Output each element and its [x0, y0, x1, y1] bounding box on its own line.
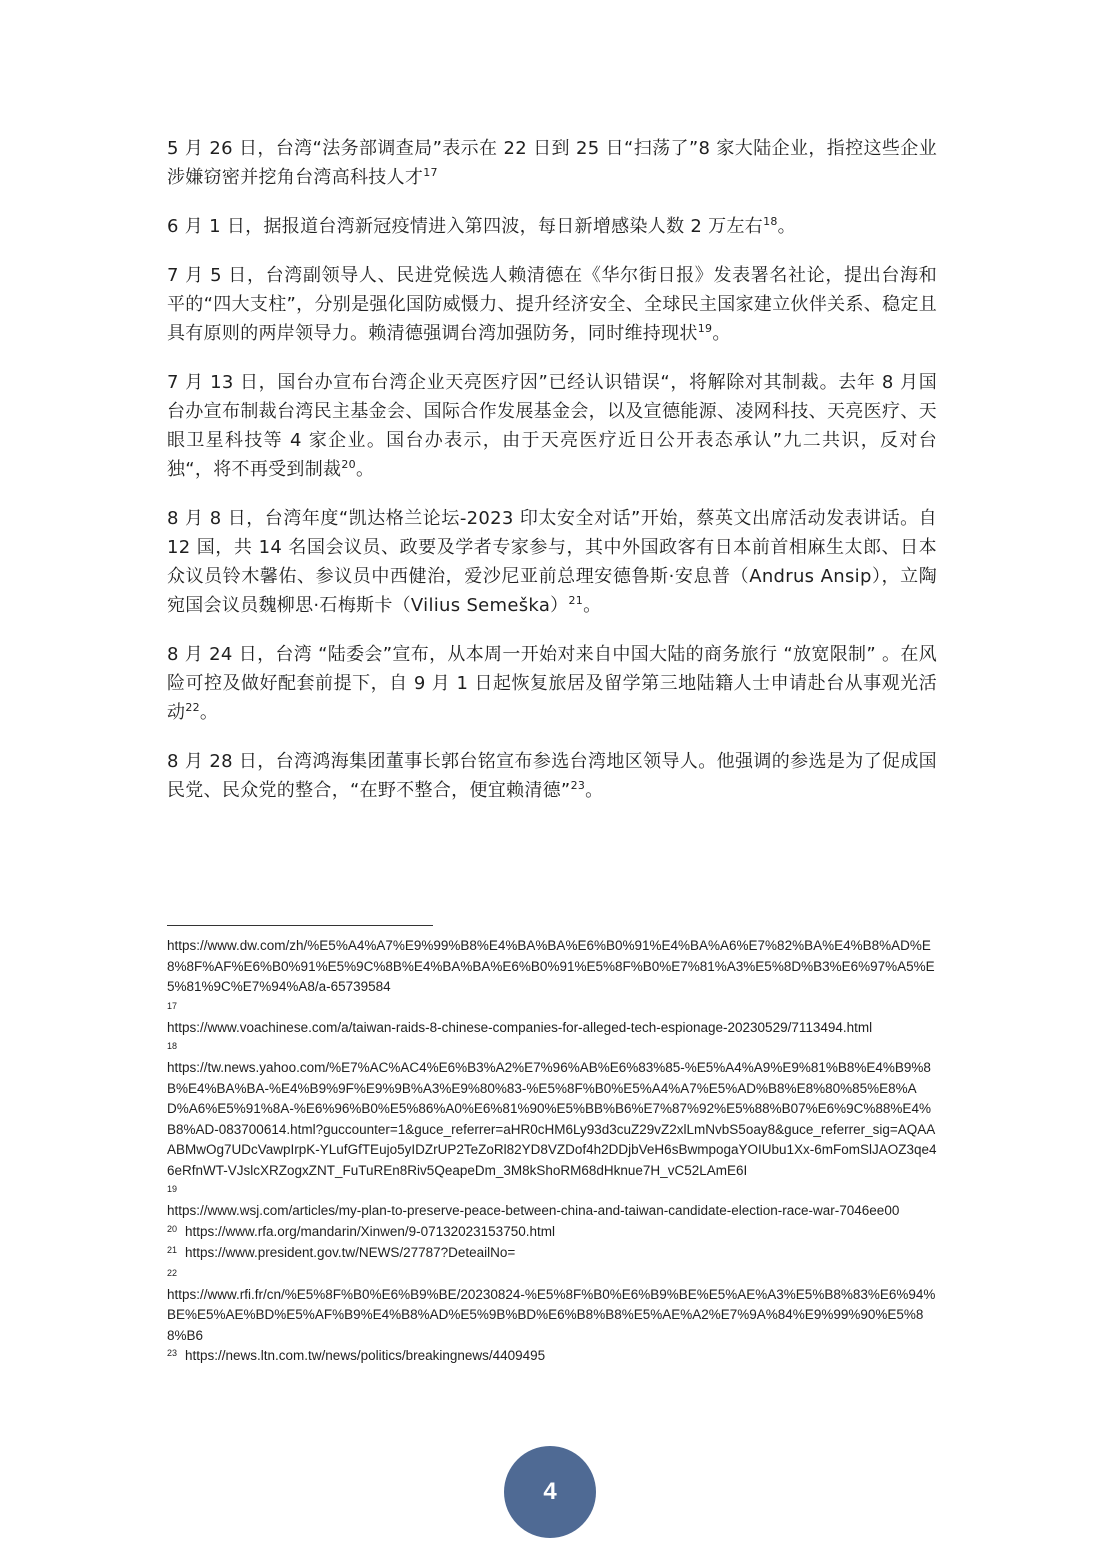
footnote-separator	[167, 925, 433, 926]
footnote-url[interactable]: https://tw.news.yahoo.com/%E7%AC%AC4%E6%B3%A2%E7%96%AB%E6%83%85-%E5%A4%A9%E9%81%B8%E4%B9%8B%E4%BA%BA-%E4%B9%9F%E9%9B%A3%E9%80%83-%E5%8F%B0%E5%A4%A7%E5%AD%B8%E8%80%85%E8%AD%A6%E5%91%8A-%E6%96%B0%E5%86%A0%E6%81%90%E5%BB%B6%E7%87%92%E5%88%B07%E6%9C%88%E4%B8%AD-083700614.html?guccounter=1&guce_referrer=aHR0cHM6Ly93d3cuZ29vZ2xlLmNvbS5oay8&guce_referrer_sig=AQAAABMwOg7UDcVawpIrpK-YLufGfTEujo5yIDZrUP2TeZoRl82YD8VZDof4h2DDjbVeH6sBwmpogaYOIUbu1Xx-6mFomSlJAOZ3qe46eRfnWT-VJslcXRZogxZNT_FuTuREn8Riv5QeapeDm_3M8kShoRM68dHknue7H_vC52LAmE6I	[167, 1060, 937, 1178]
footnote-url[interactable]: https://www.dw.com/zh/%E5%A4%A7%E9%99%B8%E4%BA%BA%E6%B0%91%E4%BA%A6%E7%82%BA%E4%B8%AD%E8%8F%AF%E6%B0%91%E5%9C%8B%E4%BA%BA%E6%B0%91%E5%8F%B0%E7%81%A3%E5%8D%B3%E6%97%A5%E5%81%9C%E7%94%A8/a-65739584	[167, 938, 935, 994]
footnote-url[interactable]: https://www.wsj.com/articles/my-plan-to-preserve-peace-between-china-and-taiwan-candidate-election-race-war-7046ee00	[167, 1203, 900, 1218]
body-text	[167, 134, 937, 825]
footnote-23	[167, 1346, 937, 1368]
footnote-number: 20	[167, 1223, 178, 1234]
footnote-20	[167, 1222, 937, 1244]
footnotes	[167, 936, 937, 1368]
footnote-number: 22	[167, 1267, 178, 1278]
footnote-21	[167, 1243, 937, 1265]
footnote-ref[interactable]: 22	[185, 701, 200, 714]
footnote-ref[interactable]: 21	[568, 594, 584, 607]
paragraph-aug-8: 8 月 8 日，台湾年度“凯达格兰论坛-2023 印太安全对话”开始，蔡英文出席活动发表讲话。自 12 国，共 14 名国会议员、政要及学者专家参与，其中外国政客有日本前首相麻生太郎、日本众议员铃木馨佑、参议员中西健治，爱沙尼亚前总理安德鲁斯·安息普（Andrus Ansip），立陶宛国会议员魏柳思·石梅斯卡（Vilius Semeška）$^{21}$。	[167, 508, 937, 616]
paragraph-aug-28: 8 月 28 日，台湾鸿海集团董事长郭台铭宣布参选台湾地区领导人。他强调的参选是为了促成国民党、民众党的整合，“在野不整合，便宜赖清德”$^{23}$。	[167, 751, 937, 801]
paragraph-may-26: 5 月 26 日，台湾“法务部调查局”表示在 22 日到 25 日“扫荡了”8 家大陆企业，指控这些企业涉嫌窃密并挖角台湾高科技人才$^{17}$	[167, 138, 937, 188]
footnote-ref[interactable]: 18	[763, 215, 778, 228]
paragraph-jul-13: 7 月 13 日，国台办宣布台湾企业天亮医疗因”已经认识错误“，将解除对其制裁。去年 8 月国台办宣布制裁台湾民主基金会、国际合作发展基金会，以及宣德能源、凌网科技、天亮医疗、天眼卫星科技等 4 家企业。国台办表示，由于天亮医疗近日公开表态承认”九二共识，反对台独“，将不再受到制裁$^{20}$。	[167, 372, 937, 480]
footnote-url[interactable]: https://www.voachinese.com/a/taiwan-raids-8-chinese-companies-for-alleged-tech-espionage-20230529/7113494.html	[167, 1019, 873, 1035]
footnote-url[interactable]: https://www.rfi.fr/cn/%E5%8F%B0%E6%B9%BE/20230824-%E5%8F%B0%E6%B9%BE%E5%AE%A3%E5%B8%83%E6%94%BE%E5%AE%BD%E5%AF%B9%E4%B8%AD%E5%9B%BD%E6%B8%B8%E5%AE%A2%E7%9A%84%E9%99%90%E5%88%B6	[167, 1286, 936, 1343]
footnote-url[interactable]: https://www.rfa.org/mandarin/Xinwen/9-07132023153750.html	[185, 1223, 555, 1239]
footnote-ref[interactable]: 23	[570, 779, 586, 792]
footnote-number: 23	[167, 1348, 178, 1358]
footnote-number: 21	[167, 1245, 178, 1255]
paragraph-jul-5: 7 月 5 日，台湾副领导人、民进党候选人赖清德在《华尔街日报》发表署名社论，提出台海和平的“四大支柱”，分别是强化国防威慑力、提升经济安全、全球民主国家建立伙伴关系、稳定且具有原则的两岸领导力。赖清德强调台湾加强防务，同时维持现状$^{19}$。	[167, 265, 937, 344]
footnote-ref[interactable]: 19	[697, 322, 713, 335]
page-number-badge	[504, 1446, 596, 1538]
footnote-ref[interactable]: 17	[423, 166, 438, 179]
page-number: 4	[543, 1478, 557, 1505]
footnote-number: 19	[167, 1184, 178, 1194]
paragraph-aug-24: 8 月 24 日，台湾 “陆委会”宣布，从本周一开始对来自中国大陆的商务旅行 “放宽限制” 。在风险可控及做好配套前提下，自 9 月 1 日起恢复旅居及留学第三地陆籍人士申请赴台从事观光活动$^{22}$。	[167, 644, 937, 723]
footnote-url[interactable]: https://news.ltn.com.tw/news/politics/breakingnews/4409495	[185, 1348, 546, 1363]
footnote-number: 17	[167, 1000, 178, 1011]
footnote-url[interactable]: https://www.president.gov.tw/NEWS/27787?DeteailNo=	[185, 1245, 516, 1260]
paragraph-jun-1: 6 月 1 日，据报道台湾新冠疫情进入第四波，每日新增感染人数 2 万左右$^{18}$。	[167, 215, 796, 237]
footnote-number: 18	[167, 1041, 178, 1051]
footnote-ref[interactable]: 20	[341, 458, 356, 471]
